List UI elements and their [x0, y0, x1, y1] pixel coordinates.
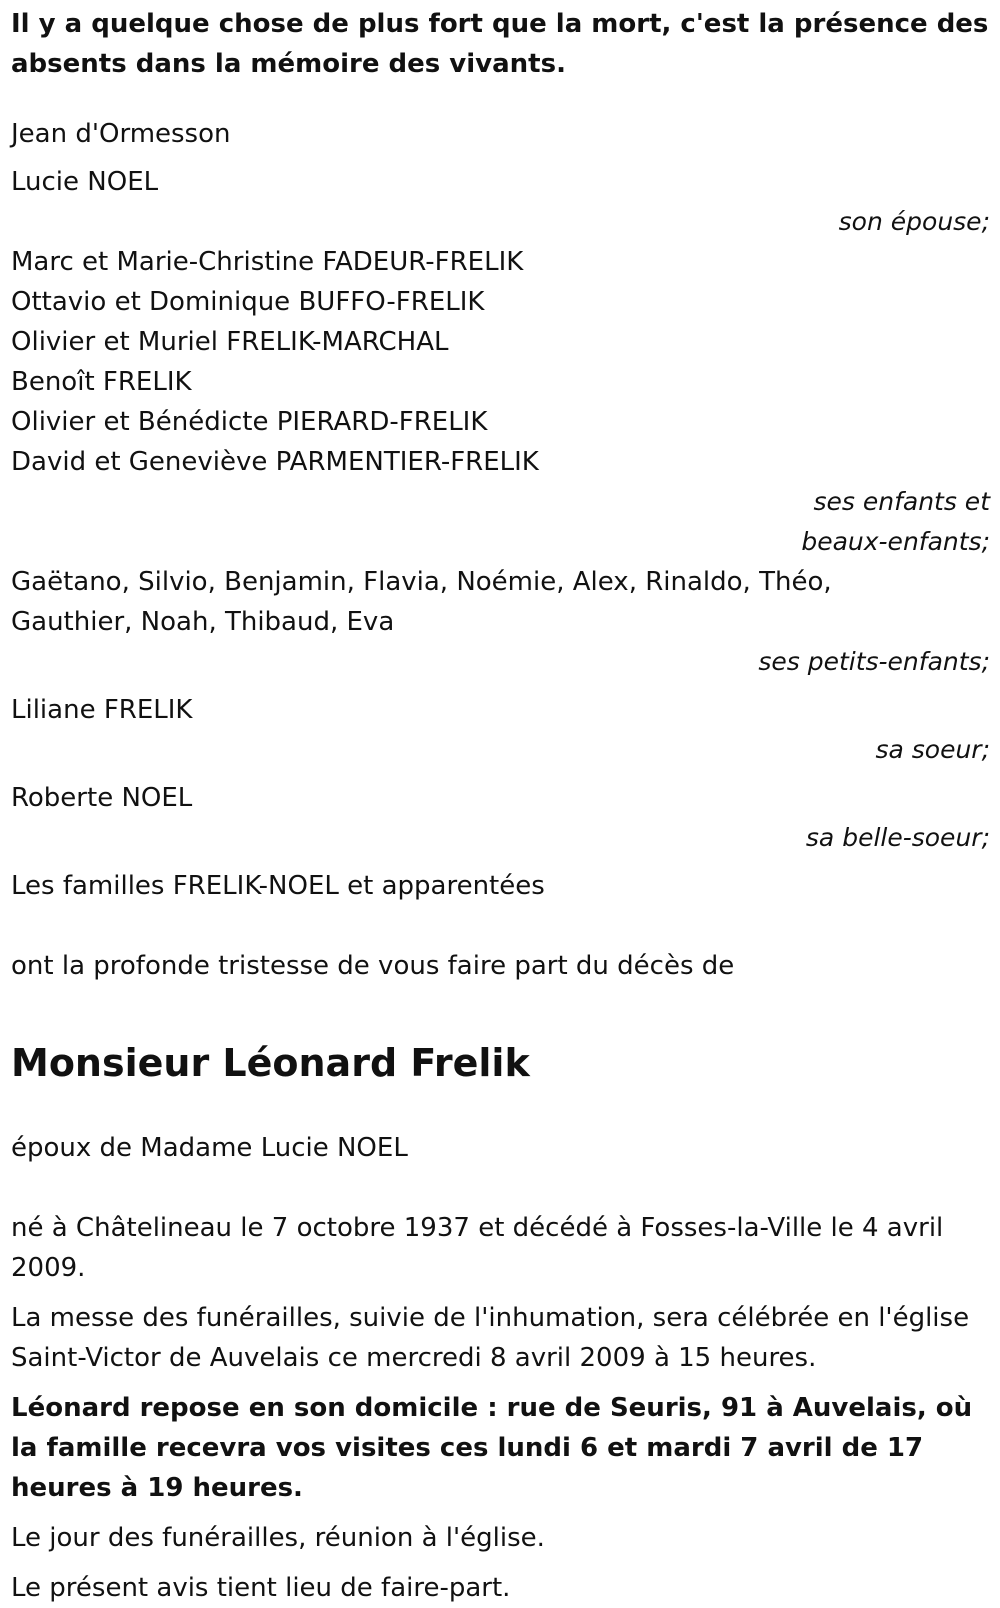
- families-line: Les familles FRELIK-NOEL et apparentées: [11, 871, 545, 901]
- family-member: David et Geneviève PARMENTIER-FRELIK: [11, 447, 539, 477]
- relation-label: ses enfants et: [813, 487, 990, 516]
- meeting-info: Le jour des funérailles, réunion à l'église.: [11, 1523, 545, 1553]
- relation-label: beaux-enfants;: [801, 527, 990, 556]
- notice-info: Le présent avis tient lieu de faire-part.: [11, 1573, 511, 1603]
- family-member: Benoît FRELIK: [11, 367, 192, 397]
- family-member: Gaëtano, Silvio, Benjamin, Flavia, Noémie, Alex, Rinaldo, Théo, Gauthier, Noah, Thibaud, Eva: [11, 567, 832, 637]
- spouse-line: époux de Madame Lucie NOEL: [11, 1133, 408, 1163]
- relation-label: son épouse;: [838, 207, 990, 236]
- family-member: Marc et Marie-Christine FADEUR-FRELIK: [11, 247, 524, 277]
- quote: Il y a quelque chose de plus fort que la mort, c'est la présence des absents dans la mémoire des vivants.: [11, 9, 989, 79]
- relation-label: sa belle-soeur;: [805, 823, 990, 852]
- family-member: Olivier et Bénédicte PIERARD-FRELIK: [11, 407, 488, 437]
- deceased-name: Monsieur Léonard Frelik: [11, 1041, 530, 1085]
- relation-label: sa soeur;: [875, 735, 990, 764]
- birth-death-info: né à Châtelineau le 7 octobre 1937 et décédé à Fosses-la-Ville le 4 avril 2009.: [11, 1213, 944, 1283]
- family-member: Lucie NOEL: [11, 167, 159, 197]
- family-group-sister-in-law: [11, 778, 990, 858]
- family-group-sister: [11, 690, 990, 770]
- family-member: Liliane FRELIK: [11, 695, 193, 725]
- announcement: ont la profonde tristesse de vous faire part du décès de: [11, 951, 735, 981]
- obituary-notice: [0, 4, 1000, 1608]
- family-group-children: [11, 242, 990, 562]
- quote-author: Jean d'Ormesson: [11, 119, 231, 149]
- visitation-info: Léonard repose en son domicile : rue de Seuris, 91 à Auvelais, où la famille recevra vos visites ces lundi 6 et mardi 7 avril de 17 heures à 19 heures.: [11, 1393, 973, 1503]
- relation-label: ses petits-enfants;: [758, 647, 990, 676]
- family-member: Olivier et Muriel FRELIK-MARCHAL: [11, 327, 449, 357]
- mass-info: La messe des funérailles, suivie de l'inhumation, sera célébrée en l'église Saint-Victor de Auvelais ce mercredi 8 avril 2009 à 15 heures.: [11, 1303, 970, 1373]
- family-group-grandchildren: [11, 562, 990, 682]
- family-group-spouse: [11, 162, 990, 242]
- family-member: Ottavio et Dominique BUFFO-FRELIK: [11, 287, 485, 317]
- family-member: Roberte NOEL: [11, 783, 193, 813]
